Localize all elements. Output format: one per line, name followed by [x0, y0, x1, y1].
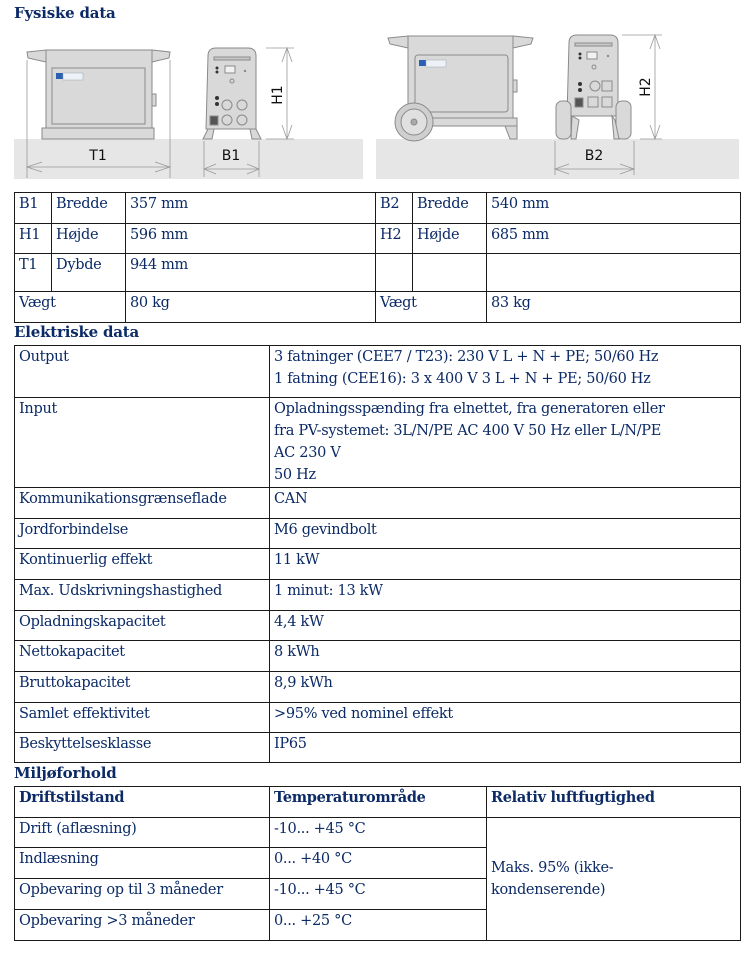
table-row [15, 818, 741, 848]
dimension-label-t1: T1 [89, 148, 107, 164]
code-cell: H2 [376, 224, 413, 254]
label-cell: Bredde [413, 193, 487, 224]
humidity-cell [487, 818, 741, 941]
spec-value-line: M6 gevindbolt [274, 522, 377, 538]
spec-label-cell: Nettokapacitet [15, 641, 270, 672]
spec-label-cell: Opladningskapacitet [15, 611, 270, 641]
spec-value-line: 3 fatninger (CEE7 / T23): 230 V L + N + PE; 50/60 Hz [274, 349, 659, 365]
weight-label-cell: Vægt [15, 292, 126, 323]
spec-label-cell: Bruttokapacitet [15, 672, 270, 703]
mode-cell: Opbevaring >3 måneder [15, 910, 270, 941]
spec-label-cell: Beskyttelsesklasse [15, 733, 270, 763]
label-cell: Højde [413, 224, 487, 254]
spec-value-cell [270, 346, 741, 398]
spec-value-line: CAN [274, 491, 308, 507]
logo-label-icon [63, 73, 83, 80]
table-row [15, 641, 741, 672]
logo-label-icon [56, 73, 63, 79]
humidity-line: kondenserende) [491, 882, 606, 898]
spec-value-cell [270, 611, 741, 641]
table-row [15, 549, 741, 580]
spec-value-cell [270, 398, 741, 488]
spec-value-line: fra PV-systemet: 3L/N/PE AC 400 V 50 Hz eller L/N/PE [274, 423, 662, 439]
spec-value-cell [270, 488, 741, 519]
floor-band [376, 139, 739, 179]
physical-data-table [14, 192, 741, 323]
mode-cell: Drift (aflæsning) [15, 818, 270, 848]
environment-table [14, 786, 741, 941]
spec-value-cell [270, 703, 741, 733]
label-cell: Højde [52, 224, 126, 254]
weight-value-cell: 80 kg [126, 292, 376, 323]
weight-label-cell: Vægt [376, 292, 487, 323]
code-cell: B2 [376, 193, 413, 224]
spec-label-cell: Kontinuerlig effekt [15, 549, 270, 580]
device-side-view-1 [27, 50, 170, 139]
table-header-row [15, 787, 741, 818]
dimension-label-b1: B1 [221, 148, 241, 164]
spec-label-cell: Max. Udskrivningshastighed [15, 580, 270, 611]
table-row-weight [15, 292, 741, 323]
spec-value-cell [270, 672, 741, 703]
table-row [15, 580, 741, 611]
spec-value-line: 4,4 kW [274, 614, 324, 630]
table-row [15, 672, 741, 703]
spec-value-line: 8,9 kWh [274, 675, 333, 691]
table-row [15, 703, 741, 733]
spec-label-cell: Samlet effektivitet [15, 703, 270, 733]
temp-cell: -10... +45 °C [270, 879, 487, 910]
spec-label-cell: Input [15, 398, 270, 488]
value-cell: 540 mm [487, 193, 741, 224]
electrical-data-table [14, 345, 741, 763]
logo-label-icon [419, 60, 426, 66]
dimension-label-h1: H1 [270, 85, 286, 105]
table-row [15, 488, 741, 519]
label-cell [413, 254, 487, 292]
table-row [15, 224, 741, 254]
temp-cell: -10... +45 °C [270, 818, 487, 848]
code-cell: B1 [15, 193, 52, 224]
spec-value-line: >95% ved nominel effekt [274, 706, 453, 722]
table-row [15, 611, 741, 641]
label-cell: Bredde [52, 193, 126, 224]
table-row [15, 346, 741, 398]
table-row [15, 193, 741, 224]
table-row [15, 398, 741, 488]
label-cell: Dybde [52, 254, 126, 292]
spec-value-line: 8 kWh [274, 644, 320, 660]
code-cell: H1 [15, 224, 52, 254]
value-cell: 596 mm [126, 224, 376, 254]
spec-value-cell [270, 580, 741, 611]
code-cell [376, 254, 413, 292]
weight-value-cell: 83 kg [487, 292, 741, 323]
spec-label-cell: Kommunikationsgrænseflade [15, 488, 270, 519]
value-cell: 685 mm [487, 224, 741, 254]
mode-cell: Indlæsning [15, 848, 270, 879]
logo-label-icon [426, 60, 446, 67]
value-cell: 357 mm [126, 193, 376, 224]
spec-value-line: 50 Hz [274, 467, 316, 483]
spec-value-line: AC 230 V [274, 445, 341, 461]
spec-value-line: 11 kW [274, 552, 320, 568]
table-row [15, 733, 741, 763]
section-title-physical: Fysiske data [14, 4, 116, 22]
spec-value-cell [270, 519, 741, 549]
device-side-view-2 [388, 36, 533, 141]
dimension-label-h2: H2 [638, 77, 654, 97]
floor-band [14, 139, 363, 179]
code-cell: T1 [15, 254, 52, 292]
spec-value-line: IP65 [274, 736, 307, 752]
temp-cell: 0... +40 °C [270, 848, 487, 879]
header-cell-humidity: Relativ luftfugtighed [487, 787, 741, 818]
dimension-label-b2: B2 [584, 148, 604, 164]
spec-value-line: 1 fatning (CEE16): 3 x 400 V 3 L + N + PE; 50/60 Hz [274, 371, 651, 387]
spec-value-line: 1 minut: 13 kW [274, 583, 383, 599]
header-cell-mode: Driftstilstand [15, 787, 270, 818]
section-title-electrical: Elektriske data [14, 323, 140, 341]
device-front-view-1 [203, 48, 261, 139]
spec-value-cell [270, 549, 741, 580]
spec-value-cell [270, 641, 741, 672]
device-front-view-2 [556, 35, 631, 139]
spec-value-cell [270, 733, 741, 763]
section-title-environment: Miljøforhold [14, 764, 117, 782]
value-cell: 944 mm [126, 254, 376, 292]
humidity-line: Maks. 95% (ikke- [491, 860, 614, 876]
temp-cell: 0... +25 °C [270, 910, 487, 941]
table-row [15, 254, 741, 292]
spec-label-cell: Jordforbindelse [15, 519, 270, 549]
spec-label-cell: Output [15, 346, 270, 398]
header-cell-temp: Temperaturområde [270, 787, 487, 818]
table-row [15, 519, 741, 549]
spec-value-line: Opladningsspænding fra elnettet, fra generatoren eller [274, 401, 665, 417]
dimension-figure [0, 28, 752, 183]
mode-cell: Opbevaring op til 3 måneder [15, 879, 270, 910]
value-cell [487, 254, 741, 292]
